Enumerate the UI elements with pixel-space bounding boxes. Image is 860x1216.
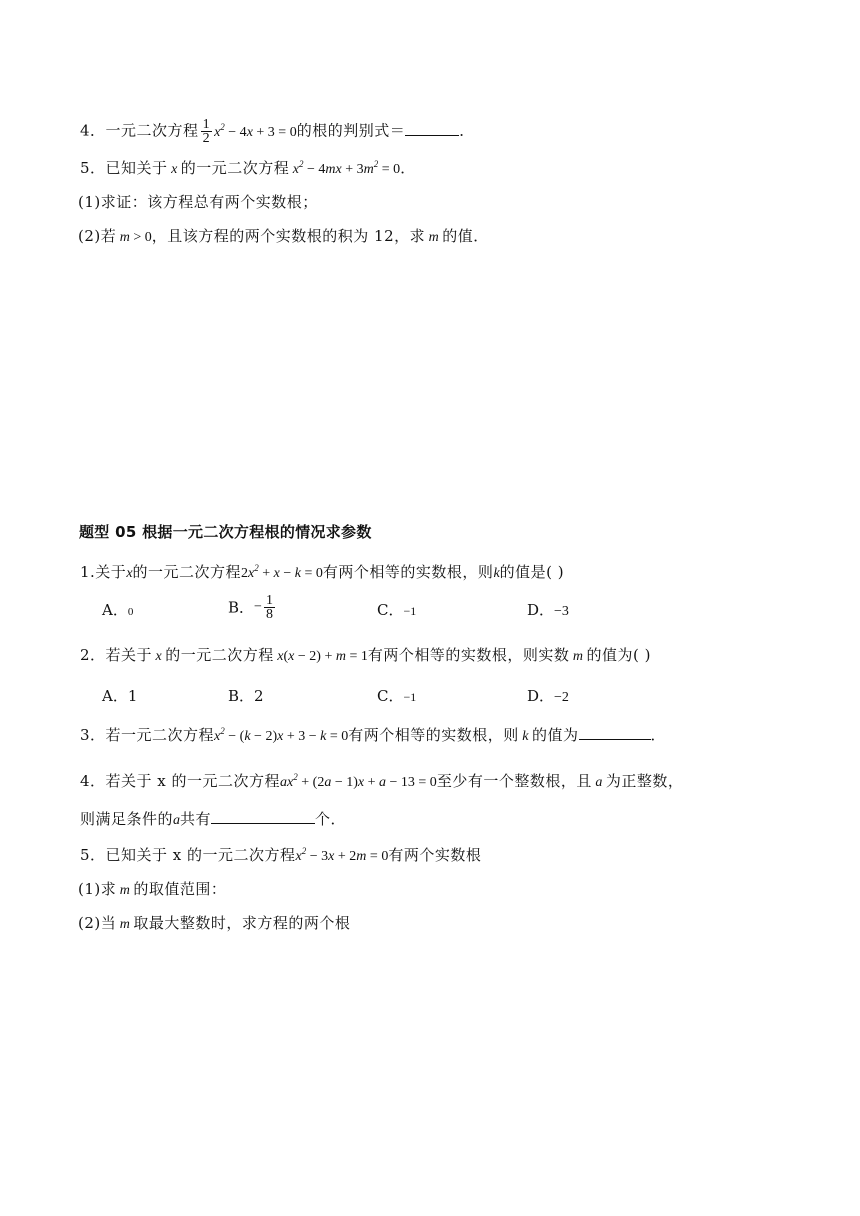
s2-question-4-cont: 则满足条件的a共有 个． <box>80 810 347 828</box>
equation: $x^2 - 3x + 2m = 0$ <box>295 846 389 864</box>
s2-question-2: 2．若关于 x 的一元二次方程 x(x − 2) + m = 1有两个相等的实数根，则实数 m 的值为( ) <box>80 646 651 664</box>
question-number: 5． <box>80 159 106 177</box>
s2-q1-option-a[interactable]: A．0 <box>102 601 134 619</box>
fraction-one-eighth: $\frac{1}{8}$ <box>265 593 273 622</box>
s2-question-5-part-2: (2)当 m 取最大整数时，求方程的两个根 <box>78 914 351 932</box>
s2-question-3: 3．若一元二次方程$x^2 - (k - 2)x + 3 - k = 0$有两个相等的实数根，则 k 的值为 ． <box>80 726 667 744</box>
s2-question-1: 1.关于x的一元二次方程$2x^2 + x - k = 0$有两个相等的实数根，则k的值是( ) <box>80 563 565 581</box>
question-5-part-2: (2)若 m > 0，且该方程的两个实数根的积为 12，求 m 的值． <box>78 227 489 245</box>
equation: $2x^2 + x - k = 0$ <box>241 563 323 581</box>
equation: $x^2 - 4mx + 3m^2 = 0$ <box>289 159 401 177</box>
s2-q2-option-c[interactable]: C．−1 <box>377 687 417 705</box>
equation: x(x − 2) + m = 1 <box>273 649 368 664</box>
s2-q1-option-c[interactable]: C．−1 <box>377 601 417 619</box>
section-heading: 题型 05 根据一元二次方程根的情况求参数 <box>79 523 372 541</box>
equation: $x^2 - 4x + 3 = 0$ <box>214 121 297 140</box>
question-5: 5．已知关于 x 的一元二次方程 $x^2 - 4mx + 3m^2 = 0$． <box>80 159 416 177</box>
answer-blank[interactable] <box>211 809 315 824</box>
question-4-discriminant: 4．一元二次方程 $\frac{1}{2}$ $x^2 - 4x + 3 = 0$的根的判别式＝ ． <box>80 117 475 146</box>
s2-q1-option-b[interactable]: B．− $\frac{1}{8}$ <box>228 593 273 622</box>
s2-q2-option-b[interactable]: B．2 <box>228 687 264 705</box>
answer-blank[interactable] <box>579 725 651 740</box>
equation: $x^2 - (k - 2)x + 3 - k = 0$ <box>214 726 349 744</box>
s2-q2-option-d[interactable]: D．−2 <box>527 687 569 705</box>
s2-q2-option-a[interactable]: A．1 <box>102 687 138 705</box>
s2-question-5-part-1: (1)求 m 的取值范围： <box>78 880 227 898</box>
s2-question-5: 5．已知关于 x 的一元二次方程$x^2 - 3x + 2m = 0$有两个实数根 <box>80 846 482 864</box>
question-5-part-1: (1)求证：该方程总有两个实数根； <box>78 193 318 211</box>
s2-q1-option-d[interactable]: D．−3 <box>527 601 569 619</box>
answer-blank[interactable] <box>405 121 459 136</box>
equation: $ax^2 + (2a - 1)x + a - 13 = 0$ <box>280 772 437 790</box>
s2-question-4: 4．若关于 x 的一元二次方程$ax^2 + (2a - 1)x + a - 13 = 0$至少有一个整数根，且 a 为正整数， <box>80 772 684 790</box>
question-number: 4． <box>80 121 106 140</box>
fraction-one-half: $\frac{1}{2}$ <box>202 117 211 146</box>
